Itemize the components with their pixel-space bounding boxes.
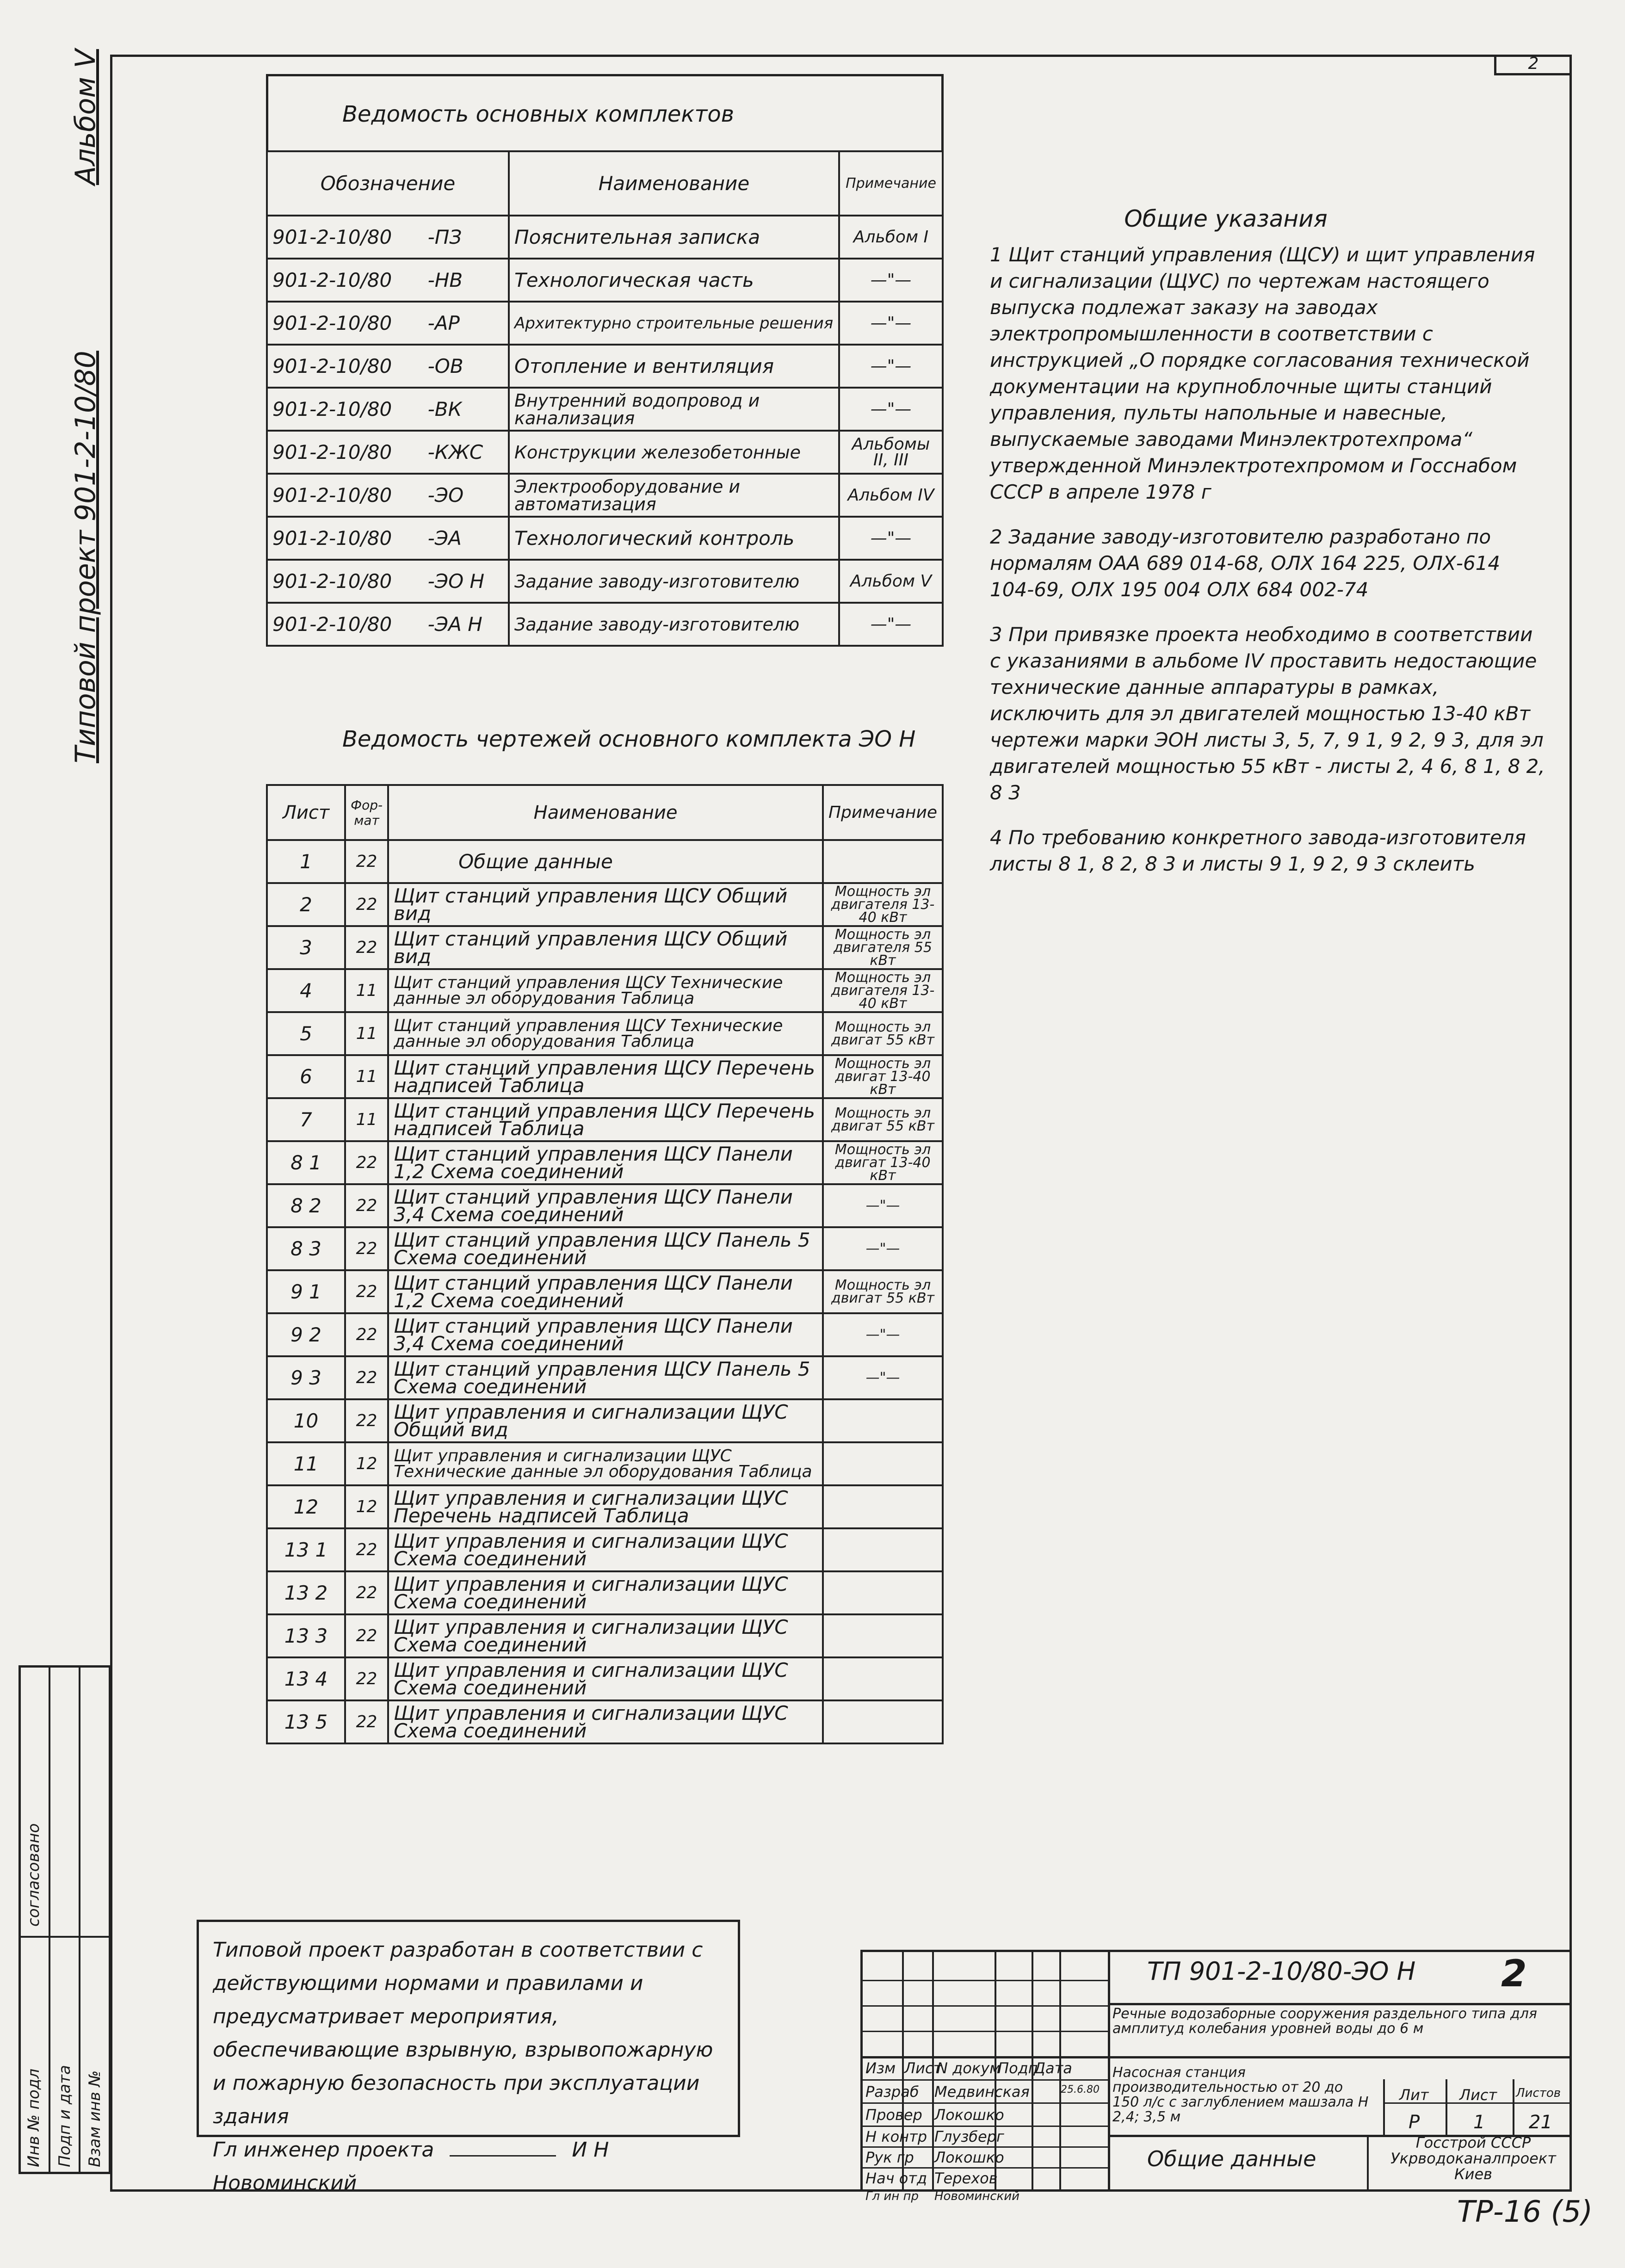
note-item: 4 По требованию конкретного завода-изготовителя листы 8 1, 8 2, 8 3 и листы 9 1, 9 2, 9 3 склеить (990, 826, 1526, 875)
sheet-value: 1 (1473, 2112, 1485, 2133)
table-row: 901-2-10/80 -ВК Внутренний водопровод и канализация —"— (267, 388, 943, 431)
role-norm-control: Н контр (865, 2128, 927, 2145)
name-norm-control: Глузберг (934, 2128, 1004, 2145)
sheets-value: 21 (1529, 2112, 1552, 2133)
col-change: Изм (865, 2059, 896, 2077)
drawings-list-table (266, 784, 944, 1744)
organization: Госстрой СССР Укрводоканалпроект Киев (1390, 2134, 1556, 2183)
strip-divider (21, 1936, 109, 1938)
signature-mark (450, 2155, 556, 2157)
designation-header: Обозначение (267, 151, 509, 216)
general-notes (990, 206, 1545, 896)
approved-label: согласовано (25, 1823, 43, 1927)
note-item: 3 При привязке проекта необходимо в соответствии с указаниями в альбоме IV проставить недостающие технические данные аппаратуры в рамках, исключить для эл двигателей мощностью 13-40 кВт чертежи марки ЭОН листы 3, 5, 7, 9 1, 9 2, 9 3, для эл двигателей мощностью 55 кВт - листы 2, 4 6, 8 1, 8 2, 8 3 (990, 623, 1545, 804)
table-row: 13 5 22 Щит управления и сигнализации ЩУС Схема соединений (267, 1700, 943, 1743)
table-row: 6 11 Щит станций управления ЩСУ Перечень надписей Таблица Мощность эл двигат 13-40 кВт (267, 1055, 943, 1098)
name-developer: Медвинская (934, 2083, 1030, 2101)
drawing-code: ТП 901-2-10/80-ЭО Н (1147, 1957, 1416, 1986)
table-row: 11 12 Щит управления и сигнализации ЩУС Технические данные эл оборудования Таблица (267, 1442, 943, 1485)
archive-mark: ТР-16 (5) (1457, 2195, 1593, 2229)
title-block (860, 1950, 1569, 2203)
table-row: 901-2-10/80 -НВ Технологическая часть —"— (267, 259, 943, 302)
table-row: 7 11 Щит станций управления ЩСУ Перечень надписей Таблица Мощность эл двигат 55 кВт (267, 1098, 943, 1141)
table-row: 8 3 22 Щит станций управления ЩСУ Панель 5 Схема соединений —"— (267, 1227, 943, 1270)
main-sets-table (266, 150, 944, 647)
chief-engineer-role: Гл инженер проекта (213, 2138, 434, 2162)
note-item: 2 Задание заводу-изготовителю разработано по нормалям ОАА 689 014-68, ОЛХ 164 225, ОЛХ-614 104-69, ОЛХ 195 004 ОЛХ 684 002-74 (990, 525, 1501, 601)
name-header: Наименование (509, 151, 839, 216)
stage-value: Р (1409, 2112, 1420, 2133)
drawings-list-title: Ведомость чертежей основного комплекта ЭО Н (342, 726, 916, 752)
format-header: Фор-мат (345, 785, 388, 840)
table-row: 13 1 22 Щит управления и сигнализации ЩУС Схема соединений (267, 1528, 943, 1571)
strip-column (49, 1668, 50, 2172)
col-sheet: Лист (904, 2059, 942, 2077)
table-row: 9 3 22 Щит станций управления ЩСУ Панель 5 Схема соединений —"— (267, 1356, 943, 1399)
role-group-head: Рук гр (865, 2149, 914, 2166)
project-label: Типовой проект 901-2-10/80 (69, 351, 102, 763)
table-row: 901-2-10/80 -ЭА Н Задание заводу-изготовителю —"— (267, 603, 943, 646)
table-row: 10 22 Щит управления и сигнализации ЩУС Общий вид (267, 1399, 943, 1442)
col-sign: Подп (998, 2059, 1038, 2077)
table-row: 901-2-10/80 -КЖС Конструкции железобетонные Альбомы II, III (267, 431, 943, 474)
compliance-declaration (197, 1920, 740, 2195)
note-item: 1 Щит станций управления (ЩСУ) и щит управления и сигнализации (ЩУС) по чертежам настоящего выпуска подлежат заказу на заводах электропромышленности в соответствии с инструкцией „О порядке согласования технической документации на крупноблочные щиты станций управления, пульты напольные и навесные, выпускаемые заводами Минэлектротехпрома“ утвержденной Минэлектротехпромом и Госснабом СССР в апреле 1978 г (990, 243, 1535, 503)
corner-sheet-number: 2 (1494, 55, 1570, 75)
table-row: 901-2-10/80 -ОВ Отопление и вентиляция —"— (267, 345, 943, 388)
sheet-header: Лист (1459, 2086, 1497, 2104)
role-checker: Провер (865, 2106, 922, 2124)
name-dept-head: Терехов (934, 2169, 998, 2187)
note-header: Примечание (823, 785, 943, 840)
table-row: 901-2-10/80 -АР Архитектурно строительные решения —"— (267, 302, 943, 345)
table-row: 5 11 Щит станций управления ЩСУ Технические данные эл оборудования Таблица Мощность эл двигат 55 кВт (267, 1012, 943, 1055)
name-header: Наименование (388, 785, 823, 840)
name-checker: Локошко (934, 2106, 1004, 2124)
sheet-title: Общие данные (1147, 2146, 1316, 2171)
role-developer: Разраб (865, 2083, 919, 2101)
album-label: Альбом V (69, 49, 102, 185)
sheets-header: Листов (1516, 2086, 1561, 2100)
inv-label: Инв № подл (25, 2069, 43, 2167)
project-subdescription: Насосная станция производительностью от 20 до 150 л/с с заглублением машзала Н 2,4; 3,5 м (1112, 2064, 1369, 2125)
replace-inv-label: Взам инв № (86, 2070, 104, 2167)
table-row: 8 2 22 Щит станций управления ЩСУ Панели 3,4 Схема соединений —"— (267, 1184, 943, 1227)
sheet-header: Лист (267, 785, 345, 840)
col-date: Дата (1034, 2059, 1072, 2077)
project-description: Речные водозаборные сооружения раздельного типа для амплитуд колебания уровней воды до 6 м (1112, 2006, 1537, 2037)
role-dept-head: Нач отд (865, 2169, 927, 2187)
table-row: 901-2-10/80 -ПЗ Пояснительная записка Альбом I (267, 216, 943, 259)
stage-header: Лит (1399, 2086, 1429, 2104)
notes-heading: Общие указания (1124, 205, 1328, 232)
chief-engineer-name: И Н Новоминский (213, 2138, 609, 2195)
col-docnum: N докум (937, 2059, 1001, 2077)
table-row: 8 1 22 Щит станций управления ЩСУ Панели 1,2 Схема соединений Мощность эл двигат 13-40 кВт (267, 1141, 943, 1184)
main-sets-title: Ведомость основных комплектов (266, 74, 944, 150)
big-sheet-number: 2 (1501, 1952, 1527, 1995)
table-row: 13 3 22 Щит управления и сигнализации ЩУС Схема соединений (267, 1614, 943, 1657)
table-row: 901-2-10/80 -ЭО Н Задание заводу-изготовителю Альбом V (267, 560, 943, 603)
note-header: Примечание (839, 151, 943, 216)
table-row: 2 22 Щит станций управления ЩСУ Общий вид Мощность эл двигателя 13-40 кВт (267, 883, 943, 926)
table-row: 4 11 Щит станций управления ЩСУ Технические данные эл оборудования Таблица Мощность эл двигателя 13-40 кВт (267, 969, 943, 1012)
role-chief-engineer: Гл ин пр (865, 2189, 919, 2203)
table-row: 901-2-10/80 -ЭА Технологический контроль —"— (267, 517, 943, 560)
strip-column (79, 1668, 80, 2172)
sign-date-label: Подп и дата (56, 2065, 74, 2167)
table-row: 12 12 Щит управления и сигнализации ЩУС Перечень надписей Таблица (267, 1485, 943, 1528)
approval-strip (19, 1665, 111, 2174)
name-chief-engineer: Новоминский (934, 2189, 1019, 2203)
date-value: 25.6.80 (1061, 2084, 1100, 2095)
table-row: 13 2 22 Щит управления и сигнализации ЩУС Схема соединений (267, 1571, 943, 1614)
table-row: 3 22 Щит станций управления ЩСУ Общий вид Мощность эл двигателя 55 кВт (267, 926, 943, 969)
table-row: 13 4 22 Щит управления и сигнализации ЩУС Схема соединений (267, 1657, 943, 1700)
table-row: 9 2 22 Щит станций управления ЩСУ Панели 3,4 Схема соединений —"— (267, 1313, 943, 1356)
declaration-text: Типовой проект разработан в соответствии с действующими нормами и правилами и предусматривает мероприятия, обеспечивающие взрывную, взрывопожарную и пожарную безопасность при эксплуатации здания (213, 1938, 713, 2128)
table-row: 9 1 22 Щит станций управления ЩСУ Панели 1,2 Схема соединений Мощность эл двигат 55 кВт (267, 1270, 943, 1313)
table-row: 901-2-10/80 -ЭО Электрооборудование и автоматизация Альбом IV (267, 474, 943, 517)
name-group-head: Локошко (934, 2149, 1004, 2166)
table-row: 1 22 Общие данные (267, 840, 943, 883)
